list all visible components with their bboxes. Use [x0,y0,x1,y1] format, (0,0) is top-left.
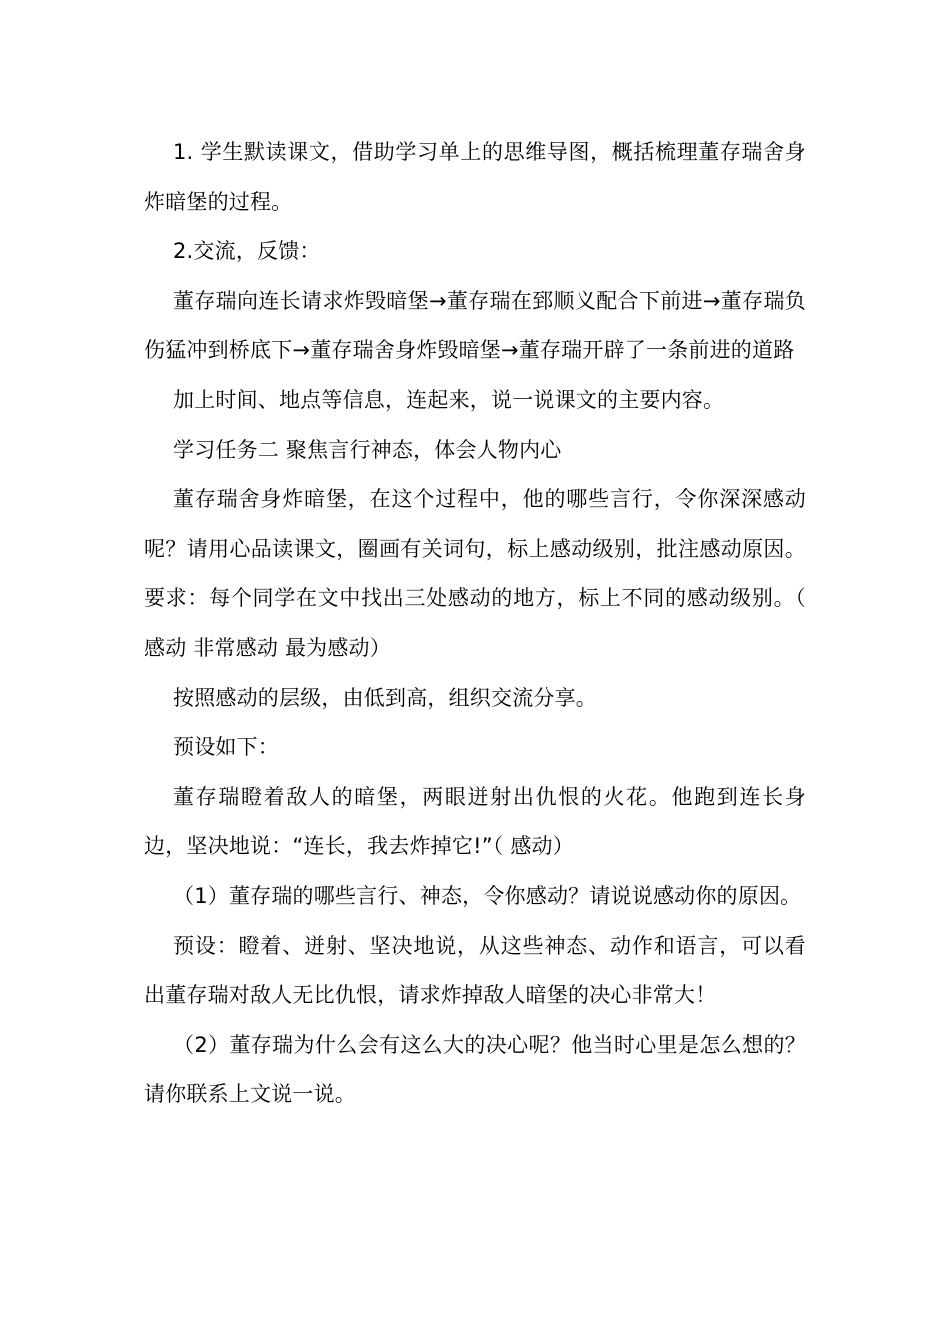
paragraph-share-order: 按照感动的层级，由低到高，组织交流分享。 [173,685,597,710]
section-heading-task-two: 学习任务二 聚焦言行神态，体会人物内心 [173,437,562,462]
paragraph-step-1: 1. 学生默读课文，借助学习单上的思维导图，概括梳理董存瑞舍身炸暗堡的过程。 [144,140,806,214]
paragraph-task-instructions: 董存瑞舍身炸暗堡，在这个过程中，他的哪些言行，令你深深感动呢？请用心品读课文，圈画有关词句，标上感动级别，批注感动原因。要求：每个同学在文中找出三处感动的地方，标上不同的感动级别。（ 感动 非常感动 最为感动） [144,487,806,660]
paragraph-preset-answer: 预设：瞪着、迸射、坚决地说，从这些神态、动作和语言，可以看出董存瑞对敌人无比仇恨，请求炸掉敌人暗堡的决心非常大！ [144,933,806,1008]
paragraph-preset-intro: 预设如下： [173,735,279,760]
document-page [144,128,806,1120]
paragraph-question-1: （1）董存瑞的哪些言行、神态，令你感动？请说说感动你的原因。 [173,883,802,908]
paragraph-quote: 董存瑞瞪着敌人的暗堡，两眼迸射出仇恨的火花。他跑到连长身边，坚决地说：“连长，我去炸掉它!”（ 感动） [144,784,806,859]
paragraph-process-chain: 董存瑞向连长请求炸毁暗堡→董存瑞在郅顺义配合下前进→董存瑞负伤猛冲到桥底下→董存瑞舍身炸毁暗堡→董存瑞开辟了一条前进的道路 [144,288,806,363]
paragraph-question-2: （2）董存瑞为什么会有这么大的决心呢？他当时心里是怎么想的？请你联系上文说一说。 [144,1032,806,1107]
paragraph-main-content: 加上时间、地点等信息，连起来，说一说课文的主要内容。 [173,387,725,412]
paragraph-step-2: 2.交流，反馈： [173,239,321,264]
